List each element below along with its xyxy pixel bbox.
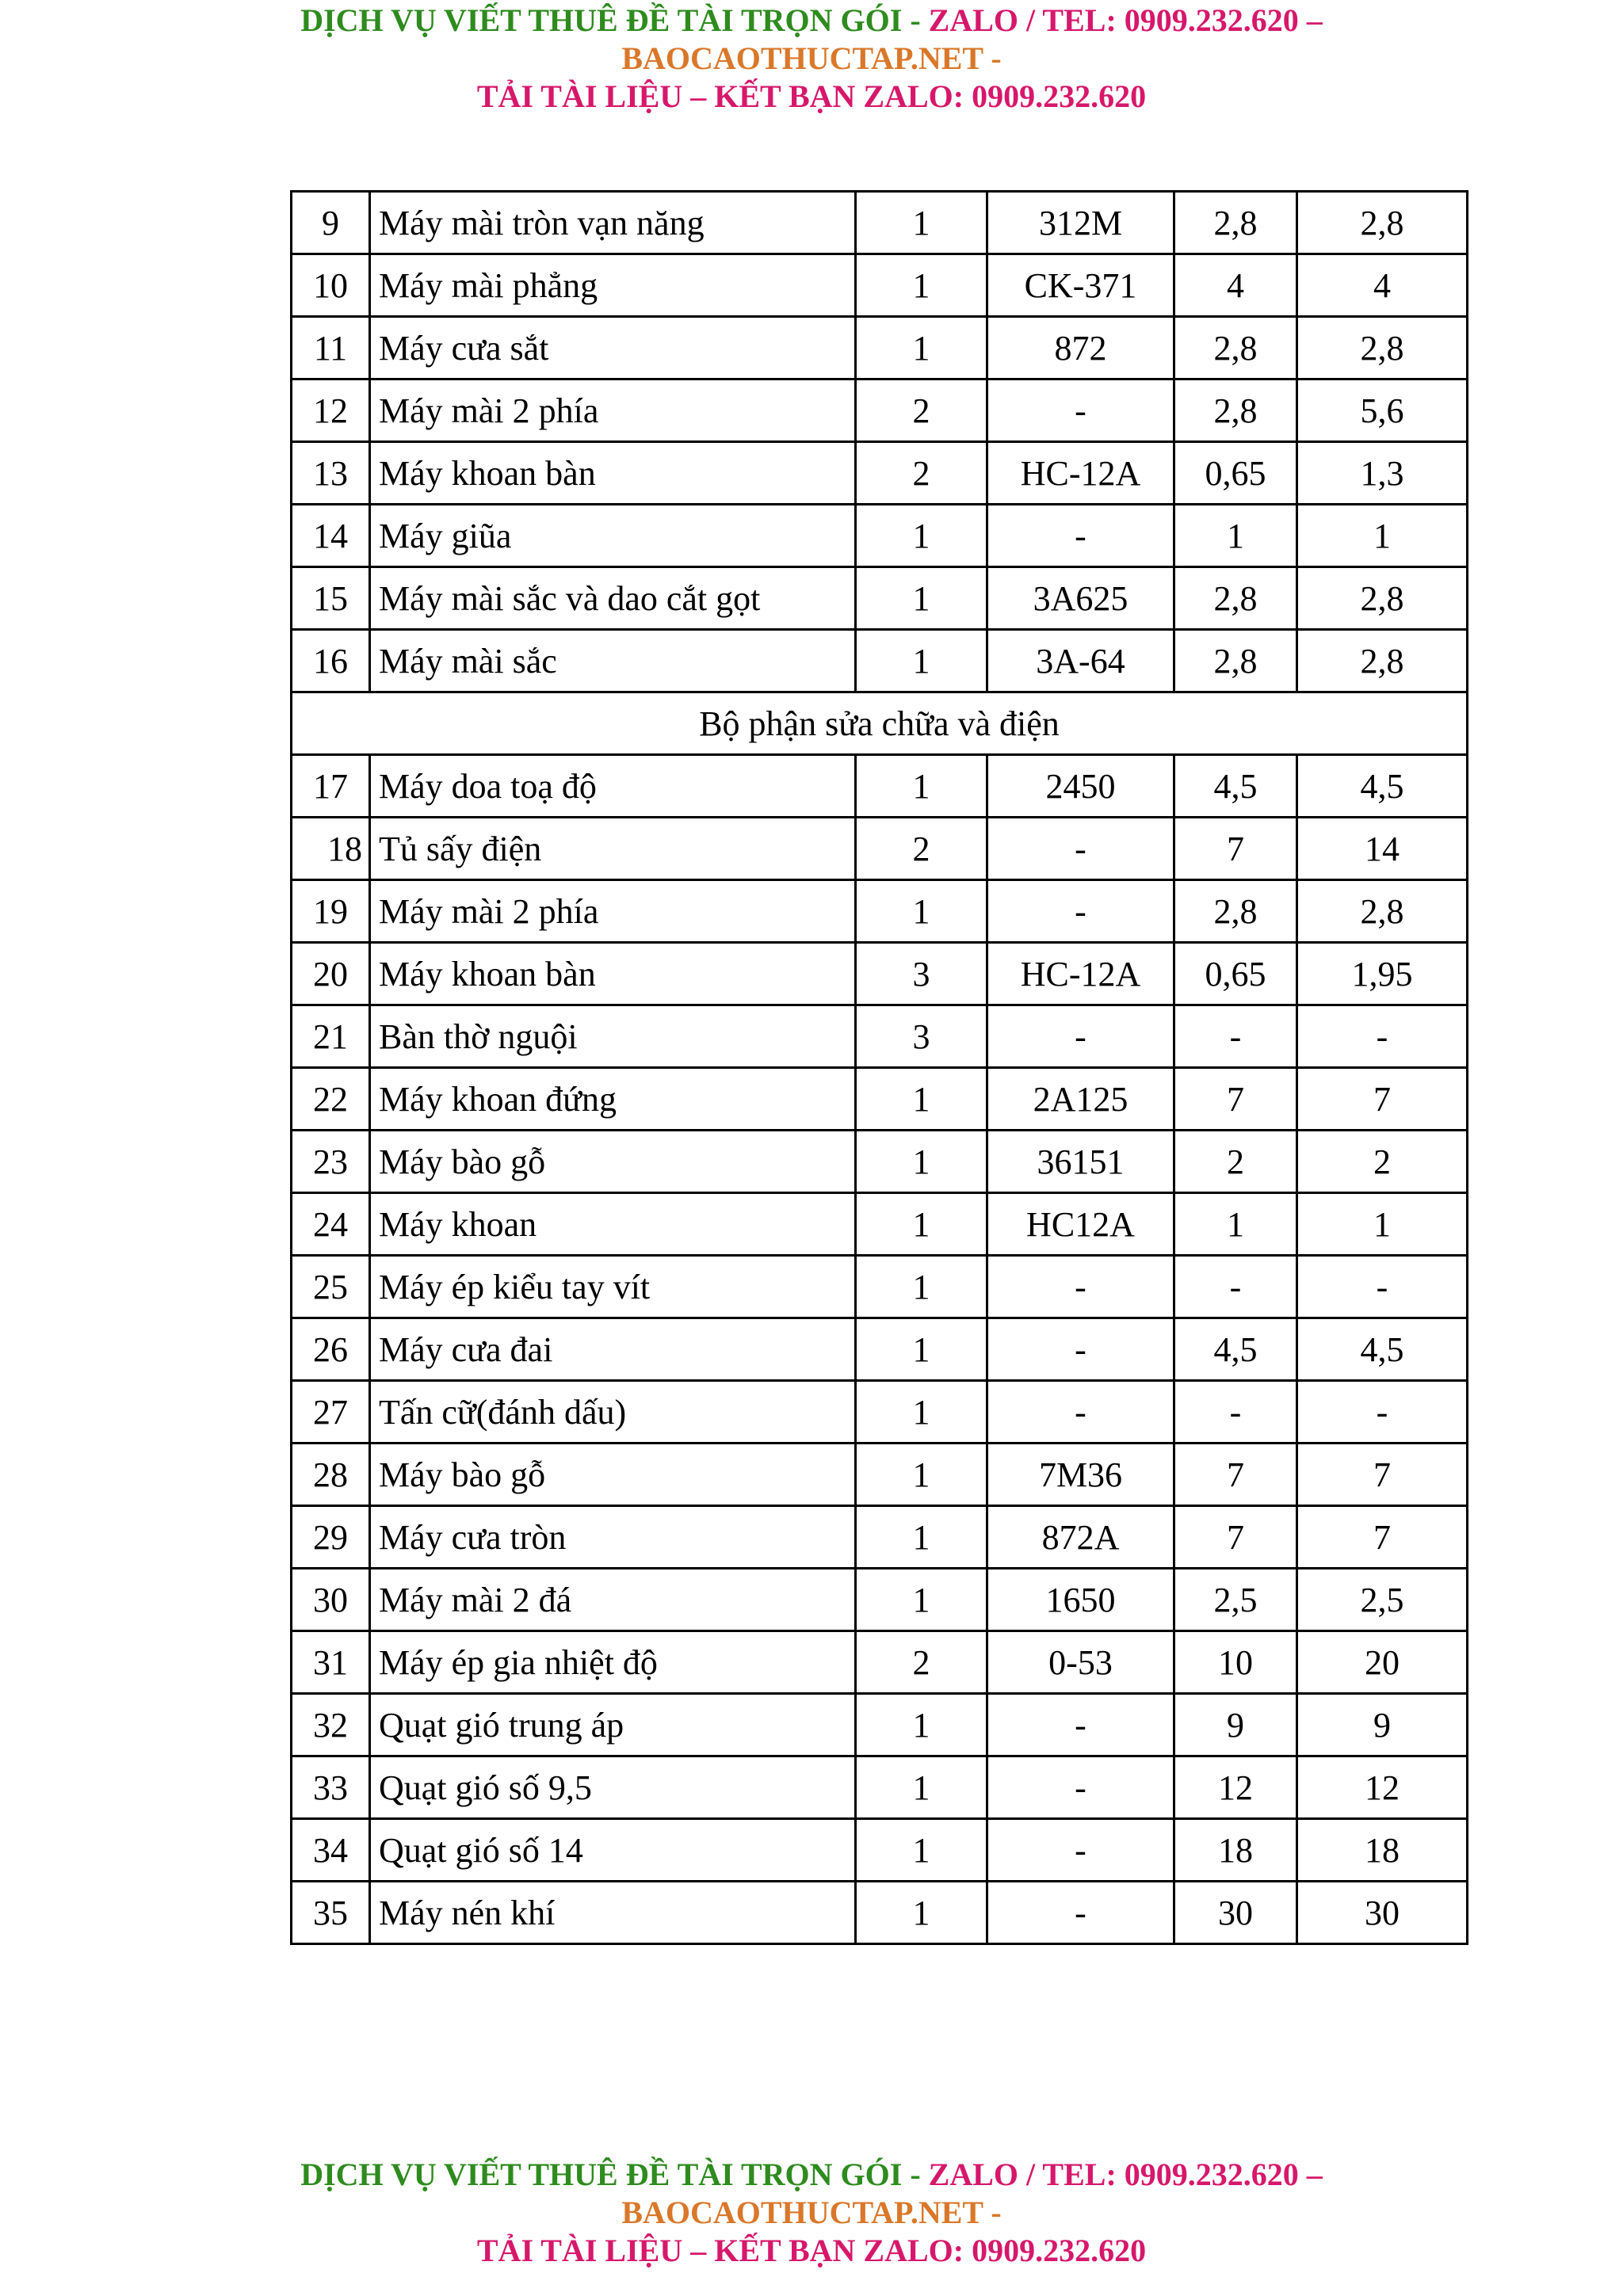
- total-power: 20: [1297, 1631, 1468, 1694]
- total-power: 14: [1297, 818, 1468, 880]
- unit-power: 2: [1174, 1131, 1297, 1193]
- row-number: 14: [292, 505, 370, 567]
- unit-power: 4,5: [1174, 1318, 1297, 1381]
- unit-power: 2,8: [1174, 880, 1297, 943]
- unit-power: 2,8: [1174, 192, 1297, 254]
- unit-power: 9: [1174, 1694, 1297, 1756]
- header-website-link[interactable]: BAOCAOTHUCTAP.NET -: [621, 40, 1002, 76]
- row-number: 28: [292, 1444, 370, 1506]
- unit-power: 10: [1174, 1631, 1297, 1694]
- total-power: 30: [1297, 1882, 1468, 1944]
- table-row: [292, 1819, 1468, 1882]
- model-code: -: [987, 1882, 1174, 1944]
- equipment-name: Máy bào gỗ: [370, 1444, 856, 1506]
- header-download-text: TẢI TÀI LIỆU – KẾT BẠN ZALO: 0909.232.620: [476, 78, 1147, 114]
- model-code: CK-371: [987, 254, 1174, 317]
- row-number: 13: [292, 442, 370, 505]
- quantity: 1: [856, 1882, 987, 1944]
- equipment-name: Máy mài sắc và dao cắt gọt: [370, 567, 856, 630]
- table-row: [292, 379, 1468, 442]
- row-number: 31: [292, 1631, 370, 1694]
- table-row: [292, 755, 1468, 818]
- footer-download-text: TẢI TÀI LIỆU – KẾT BẠN ZALO: 0909.232.620: [476, 2233, 1147, 2268]
- equipment-name: Máy mài 2 đá: [370, 1569, 856, 1631]
- equipment-name: Máy mài 2 phía: [370, 880, 856, 943]
- unit-power: 12: [1174, 1756, 1297, 1819]
- equipment-name: Máy nén khí: [370, 1882, 856, 1944]
- total-power: 2,8: [1297, 317, 1468, 379]
- quantity: 1: [856, 630, 987, 692]
- table-row: [292, 192, 1468, 254]
- model-code: 0-53: [987, 1631, 1174, 1694]
- quantity: 3: [856, 1005, 987, 1068]
- equipment-name: Tủ sấy điện: [370, 818, 856, 880]
- row-number: 22: [292, 1068, 370, 1131]
- quantity: 1: [856, 317, 987, 379]
- row-number: 21: [292, 1005, 370, 1068]
- quantity: 2: [856, 818, 987, 880]
- total-power: 2,8: [1297, 880, 1468, 943]
- table-row: [292, 1318, 1468, 1381]
- row-number: 19: [292, 880, 370, 943]
- total-power: 18: [1297, 1819, 1468, 1882]
- total-power: 9: [1297, 1694, 1468, 1756]
- model-code: 2450: [987, 755, 1174, 818]
- model-code: 2A125: [987, 1068, 1174, 1131]
- equipment-name: Máy doa toạ độ: [370, 755, 856, 818]
- total-power: 1: [1297, 1193, 1468, 1256]
- row-number: 23: [292, 1131, 370, 1193]
- row-number: 20: [292, 943, 370, 1005]
- equipment-name: Máy bào gỗ: [370, 1131, 856, 1193]
- section-row: [292, 692, 1468, 755]
- table-row: [292, 1068, 1468, 1131]
- footer-website-link[interactable]: BAOCAOTHUCTAP.NET -: [621, 2195, 1002, 2230]
- total-power: 7: [1297, 1506, 1468, 1569]
- quantity: 1: [856, 880, 987, 943]
- total-power: -: [1297, 1381, 1468, 1444]
- table-row: [292, 317, 1468, 379]
- model-code: 872A: [987, 1506, 1174, 1569]
- row-number: 12: [292, 379, 370, 442]
- unit-power: 2,5: [1174, 1569, 1297, 1631]
- unit-power: 30: [1174, 1882, 1297, 1944]
- unit-power: 4,5: [1174, 755, 1297, 818]
- footer-service-text: DỊCH VỤ VIẾT THUÊ ĐỀ TÀI TRỌN GÓI -: [300, 2157, 929, 2192]
- quantity: 1: [856, 254, 987, 317]
- quantity: 1: [856, 755, 987, 818]
- model-code: 7M36: [987, 1444, 1174, 1506]
- row-number: 11: [292, 317, 370, 379]
- total-power: 2,8: [1297, 192, 1468, 254]
- model-code: -: [987, 1318, 1174, 1381]
- row-number: 34: [292, 1819, 370, 1882]
- unit-power: 4: [1174, 254, 1297, 317]
- model-code: -: [987, 379, 1174, 442]
- table-row: [292, 880, 1468, 943]
- quantity: 1: [856, 1256, 987, 1318]
- model-code: -: [987, 818, 1174, 880]
- table-row: [292, 818, 1468, 880]
- equipment-name: Bàn thờ nguội: [370, 1005, 856, 1068]
- quantity: 1: [856, 1819, 987, 1882]
- unit-power: 2,8: [1174, 567, 1297, 630]
- header-line-1: [0, 2, 1623, 40]
- row-number: 17: [292, 755, 370, 818]
- equipment-name: Máy khoan bàn: [370, 442, 856, 505]
- total-power: 4: [1297, 254, 1468, 317]
- total-power: 2,5: [1297, 1569, 1468, 1631]
- equipment-name: Máy cưa đai: [370, 1318, 856, 1381]
- quantity: 1: [856, 1381, 987, 1444]
- table-row: [292, 1756, 1468, 1819]
- quantity: 1: [856, 1444, 987, 1506]
- row-number: 18: [292, 818, 370, 880]
- unit-power: 0,65: [1174, 943, 1297, 1005]
- table-row: [292, 630, 1468, 692]
- quantity: 1: [856, 1193, 987, 1256]
- table-row: [292, 1694, 1468, 1756]
- model-code: -: [987, 505, 1174, 567]
- equipment-name: Máy khoan: [370, 1193, 856, 1256]
- total-power: 2,8: [1297, 567, 1468, 630]
- header-zalo-text: ZALO / TEL: 0909.232.620 –: [928, 2, 1323, 38]
- table-row: [292, 442, 1468, 505]
- unit-power: -: [1174, 1256, 1297, 1318]
- table-body-part-b: [292, 755, 1468, 1944]
- unit-power: 2,8: [1174, 317, 1297, 379]
- total-power: 12: [1297, 1756, 1468, 1819]
- unit-power: 7: [1174, 818, 1297, 880]
- unit-power: 2,8: [1174, 630, 1297, 692]
- row-number: 27: [292, 1381, 370, 1444]
- model-code: -: [987, 1381, 1174, 1444]
- model-code: -: [987, 1005, 1174, 1068]
- total-power: 4,5: [1297, 1318, 1468, 1381]
- quantity: 1: [856, 567, 987, 630]
- total-power: 2,8: [1297, 630, 1468, 692]
- equipment-name: Máy mài tròn vạn năng: [370, 192, 856, 254]
- model-code: HC-12A: [987, 442, 1174, 505]
- equipment-name: Quạt gió số 9,5: [370, 1756, 856, 1819]
- model-code: -: [987, 1256, 1174, 1318]
- equipment-name: Quạt gió số 14: [370, 1819, 856, 1882]
- total-power: 5,6: [1297, 379, 1468, 442]
- equipment-name: Máy ép gia nhiệt độ: [370, 1631, 856, 1694]
- table-row: [292, 1131, 1468, 1193]
- row-number: 29: [292, 1506, 370, 1569]
- quantity: 1: [856, 505, 987, 567]
- unit-power: -: [1174, 1381, 1297, 1444]
- row-number: 15: [292, 567, 370, 630]
- unit-power: 7: [1174, 1068, 1297, 1131]
- model-code: -: [987, 880, 1174, 943]
- footer-zalo-text: ZALO / TEL: 0909.232.620 –: [928, 2157, 1323, 2192]
- table-row: [292, 1381, 1468, 1444]
- unit-power: 1: [1174, 505, 1297, 567]
- row-number: 30: [292, 1569, 370, 1631]
- unit-power: 7: [1174, 1444, 1297, 1506]
- model-code: HC12A: [987, 1193, 1174, 1256]
- table-row: [292, 505, 1468, 567]
- row-number: 16: [292, 630, 370, 692]
- unit-power: 7: [1174, 1506, 1297, 1569]
- unit-power: 1: [1174, 1193, 1297, 1256]
- quantity: 1: [856, 1131, 987, 1193]
- quantity: 3: [856, 943, 987, 1005]
- footer-line-1: [0, 2156, 1623, 2194]
- quantity: 1: [856, 192, 987, 254]
- model-code: 36151: [987, 1131, 1174, 1193]
- total-power: -: [1297, 1256, 1468, 1318]
- equipment-name: Máy cưa tròn: [370, 1506, 856, 1569]
- total-power: 1,3: [1297, 442, 1468, 505]
- quantity: 1: [856, 1569, 987, 1631]
- equipment-name: Tấn cữ(đánh dấu): [370, 1381, 856, 1444]
- total-power: -: [1297, 1005, 1468, 1068]
- equipment-name: Máy mài 2 phía: [370, 379, 856, 442]
- equipment-table: [290, 190, 1468, 1945]
- unit-power: 0,65: [1174, 442, 1297, 505]
- total-power: 1,95: [1297, 943, 1468, 1005]
- equipment-name: Máy cưa sắt: [370, 317, 856, 379]
- table-row: [292, 1193, 1468, 1256]
- total-power: 1: [1297, 505, 1468, 567]
- row-number: 32: [292, 1694, 370, 1756]
- row-number: 25: [292, 1256, 370, 1318]
- table-row: [292, 254, 1468, 317]
- header-service-text: DỊCH VỤ VIẾT THUÊ ĐỀ TÀI TRỌN GÓI -: [300, 2, 929, 38]
- total-power: 7: [1297, 1068, 1468, 1131]
- model-code: -: [987, 1694, 1174, 1756]
- equipment-name: Quạt gió trung áp: [370, 1694, 856, 1756]
- unit-power: -: [1174, 1005, 1297, 1068]
- row-number: 26: [292, 1318, 370, 1381]
- unit-power: 2,8: [1174, 379, 1297, 442]
- model-code: 872: [987, 317, 1174, 379]
- table-row: [292, 1569, 1468, 1631]
- equipment-name: Máy mài sắc: [370, 630, 856, 692]
- quantity: 1: [856, 1694, 987, 1756]
- total-power: 7: [1297, 1444, 1468, 1506]
- table-row: [292, 1506, 1468, 1569]
- quantity: 2: [856, 379, 987, 442]
- quantity: 1: [856, 1756, 987, 1819]
- model-code: -: [987, 1756, 1174, 1819]
- equipment-name: Máy khoan đứng: [370, 1068, 856, 1131]
- model-code: 312M: [987, 192, 1174, 254]
- model-code: 3A625: [987, 567, 1174, 630]
- row-number: 10: [292, 254, 370, 317]
- row-number: 24: [292, 1193, 370, 1256]
- row-number: 35: [292, 1882, 370, 1944]
- table-row: [292, 1882, 1468, 1944]
- footer-banner: [0, 2156, 1623, 2270]
- total-power: 4,5: [1297, 755, 1468, 818]
- quantity: 1: [856, 1506, 987, 1569]
- table-row: [292, 1631, 1468, 1694]
- equipment-name: Máy giũa: [370, 505, 856, 567]
- quantity: 2: [856, 1631, 987, 1694]
- equipment-name: Máy mài phẳng: [370, 254, 856, 317]
- header-banner: [0, 2, 1623, 116]
- model-code: 3A-64: [987, 630, 1174, 692]
- table-row: [292, 567, 1468, 630]
- table-row: [292, 1444, 1468, 1506]
- model-code: HC-12A: [987, 943, 1174, 1005]
- equipment-name: Máy ép kiểu tay vít: [370, 1256, 856, 1318]
- section-title: Bộ phận sửa chữa và điện: [292, 692, 1468, 755]
- equipment-name: Máy khoan bàn: [370, 943, 856, 1005]
- model-code: 1650: [987, 1569, 1174, 1631]
- quantity: 2: [856, 442, 987, 505]
- table-row: [292, 1005, 1468, 1068]
- unit-power: 18: [1174, 1819, 1297, 1882]
- quantity: 1: [856, 1068, 987, 1131]
- row-number: 33: [292, 1756, 370, 1819]
- total-power: 2: [1297, 1131, 1468, 1193]
- row-number: 9: [292, 192, 370, 254]
- table-row: [292, 1256, 1468, 1318]
- table-row: [292, 943, 1468, 1005]
- table-section: [292, 692, 1468, 755]
- quantity: 1: [856, 1318, 987, 1381]
- table-body-part-a: [292, 192, 1468, 692]
- model-code: -: [987, 1819, 1174, 1882]
